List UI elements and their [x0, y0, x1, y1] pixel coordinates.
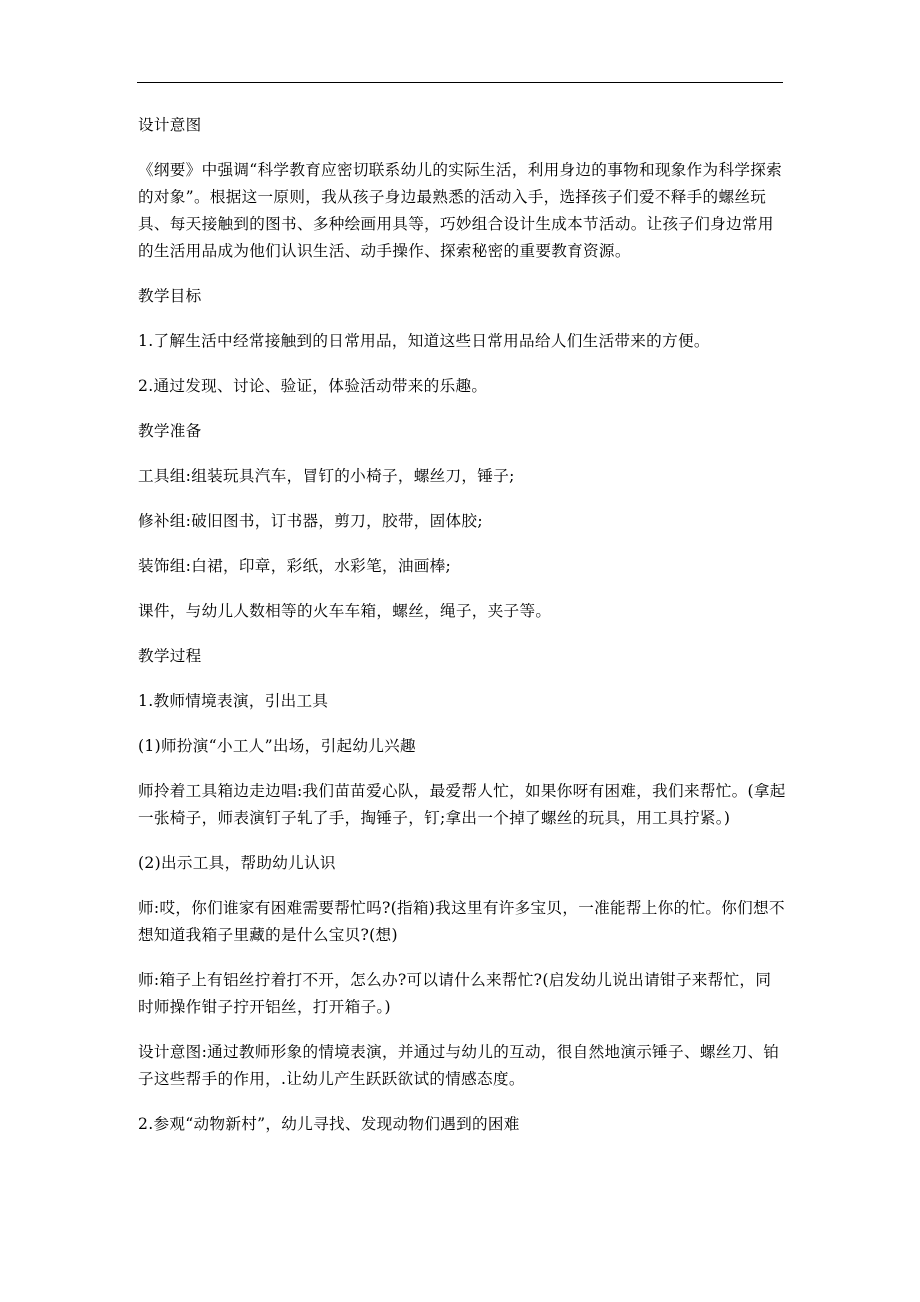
design-intent-paragraph: 《纲要》中强调“科学教育应密切联系幼儿的实际生活，利用身边的事物和现象作为科学探索的对象”。根据这一原则，我从孩子身边最熟悉的活动入手，选择孩子们爱不释手的螺丝玩具、每天接触到的图书、多种绘画用具等，巧妙组合设计生成本节活动。让孩子们身边常用的生活用品成为他们认识生活、动手操作、探索秘密的重要教育资源。 — [138, 161, 783, 260]
process-step-1: 1.教师情境表演，引出工具 — [138, 692, 329, 710]
goal-item-2: 2.通过发现、讨论、验证，体验活动带来的乐趣。 — [138, 377, 488, 395]
section-heading-teaching-process: 教学过程 — [138, 647, 202, 665]
teacher-dialogue-1: 师:哎，你们谁家有困难需要帮忙吗?(指箱)我这里有许多宝贝，一准能帮上你的忙。你们想不想知道我箱子里藏的是什么宝贝?(想) — [138, 899, 785, 944]
preparation-repair-group: 修补组:破旧图书，订书器，剪刀，胶带，固体胶; — [138, 512, 483, 530]
goal-item-1: 1.了解生活中经常接触到的日常用品，知道这些日常用品给人们生活带来的方便。 — [138, 332, 710, 350]
process-substep-2: (2)出示工具，帮助幼儿认识 — [138, 854, 336, 872]
teacher-song-paragraph: 师拎着工具箱边走边唱:我们苗苗爱心队，最爱帮人忙，如果你呀有困难，我们来帮忙。(拿起一张椅子，师表演钉子轧了手，掏锤子，钉;拿出一个掉了螺丝的玩具，用工具拧紧。) — [138, 782, 786, 827]
preparation-materials: 课件，与幼儿人数相等的火车车箱，螺丝，绳子，夹子等。 — [138, 602, 552, 620]
header-rule — [137, 82, 783, 83]
section-heading-teaching-goals: 教学目标 — [138, 287, 202, 305]
teacher-dialogue-2: 师:箱子上有铝丝拧着打不开，怎么办?可以请什么来帮忙?(启发幼儿说出请钳子来帮忙，同时师操作钳子拧开铝丝，打开箱子。) — [138, 971, 772, 1016]
section-heading-design-intent: 设计意图 — [138, 116, 202, 134]
process-substep-1: (1)师扮演“小工人”出场，引起幼儿兴趣 — [138, 737, 416, 755]
preparation-tools-group: 工具组:组装玩具汽车，冒钉的小椅子，螺丝刀，锤子; — [138, 467, 515, 485]
section-heading-teaching-preparation: 教学准备 — [138, 422, 202, 440]
document-body — [138, 112, 786, 1156]
preparation-decoration-group: 装饰组:白裙，印章，彩纸，水彩笔，油画棒; — [138, 557, 452, 575]
process-step-2: 2.参观“动物新村”，幼儿寻找、发现动物们遇到的困难 — [138, 1115, 520, 1133]
design-intent-note: 设计意图:通过教师形象的情境表演，并通过与幼儿的互动，很自然地演示锤子、螺丝刀、铂子这些帮手的作用，.让幼儿产生跃跃欲试的情感态度。 — [138, 1043, 780, 1088]
